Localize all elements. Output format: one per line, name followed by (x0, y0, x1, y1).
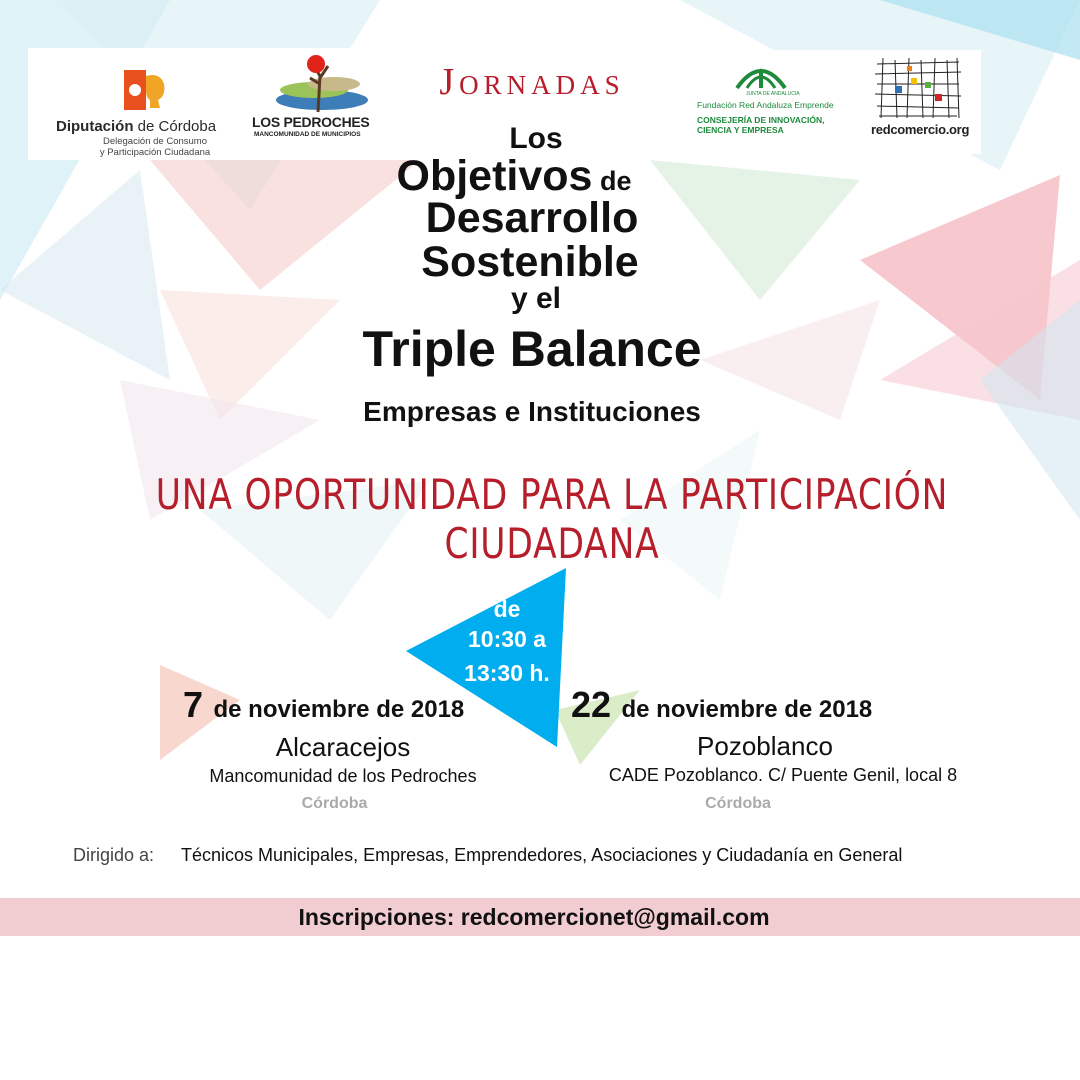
title-line-y-el: y el (510, 282, 562, 315)
diputacion-subtitle: Delegación de Consumo y Participación Ciudadana (99, 136, 211, 158)
junta-consejeria: CONSEJERÍA DE INNOVACIÓN, CIENCIA Y EMPRESA (697, 115, 825, 135)
event2-date-text: de noviembre de 2018 (621, 696, 873, 723)
redcomercio-name: redcomercio.org (871, 122, 970, 137)
event1-date-text: de noviembre de 2018 (213, 696, 465, 723)
event2-venue: CADE Pozoblanco. C/ Puente Genil, local 8 (608, 765, 958, 785)
schedule-time: de 10:30 a 13:30 h. (464, 596, 550, 686)
event1-date (183, 684, 464, 726)
event1-day: 7 (183, 684, 204, 725)
title-line-objetivos: Objetivos de (396, 152, 632, 200)
event1-province: Córdoba (301, 795, 368, 812)
diputacion-name: Diputación de Córdoba (56, 118, 217, 135)
title-line-sostenible: Sostenible (421, 238, 639, 286)
subtitle: Empresas e Instituciones (363, 396, 701, 427)
slogan: UNA OPORTUNIDAD PARA LA PARTICIPACIÓN CIUDADANA (155, 470, 949, 568)
event2-place: Pozoblanco (697, 731, 833, 761)
event1-place: Alcaracejos (275, 732, 411, 762)
audience-value: Técnicos Municipales, Empresas, Emprendedores, Asociaciones y Ciudadanía en General (181, 845, 903, 865)
registration-text: Inscripciones: redcomercionet@gmail.com (298, 904, 770, 930)
event2-day: 22 (571, 684, 612, 725)
audience-label: Dirigido a: (73, 845, 155, 865)
title-line-los: Los (509, 122, 563, 155)
junta-small-text: JUNTA DE ANDALUCIA (746, 91, 800, 97)
pedroches-subtitle: MANCOMUNIDAD DE MUNICIPIOS (254, 131, 361, 138)
pedroches-name: LOS PEDROCHES (252, 114, 370, 130)
title-line-triple-balance: Triple Balance (362, 321, 702, 377)
event2-province: Córdoba (705, 795, 771, 812)
junta-fundacion: Fundación Red Andaluza Emprende (697, 100, 834, 110)
title-line-desarrollo: Desarrollo (425, 194, 639, 242)
event2-date (571, 684, 872, 726)
event1-venue: Mancomunidad de los Pedroches (209, 766, 477, 786)
jornadas-heading: Jornadas (439, 61, 625, 103)
